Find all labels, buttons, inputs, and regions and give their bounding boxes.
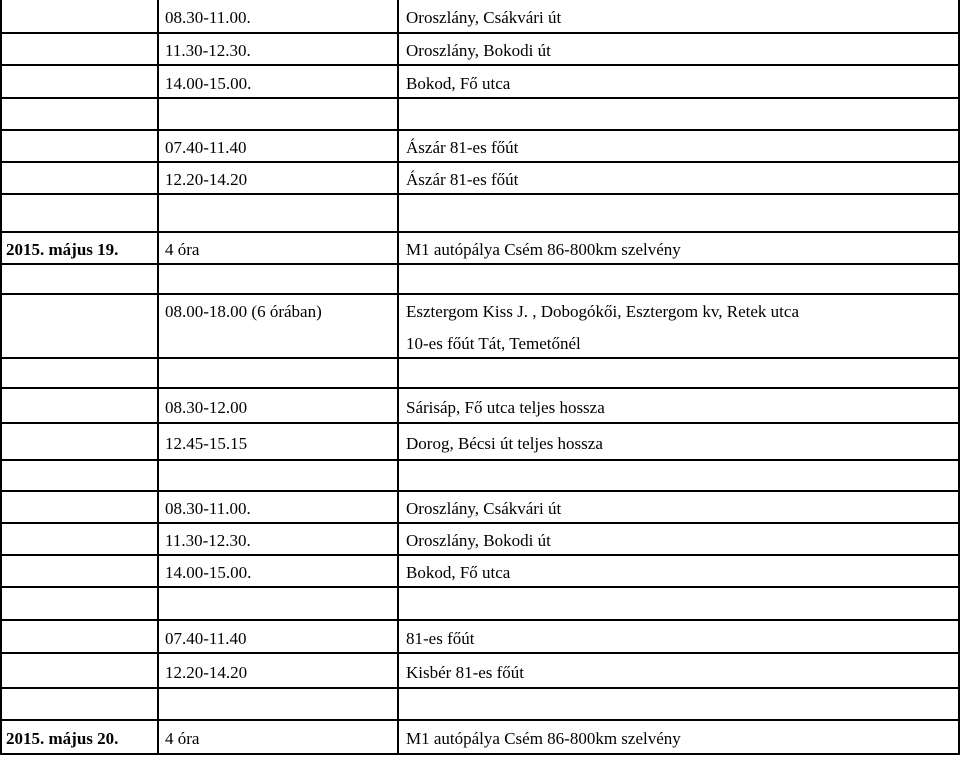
row-divider bbox=[0, 64, 960, 66]
row-divider bbox=[0, 522, 960, 524]
time-cell: 4 óra bbox=[165, 729, 200, 748]
time-cell: 08.30-11.00. bbox=[165, 499, 251, 518]
date-cell: 2015. május 20. bbox=[6, 729, 119, 748]
time-cell: 14.00-15.00. bbox=[165, 74, 252, 93]
time-cell: 11.30-12.30. bbox=[165, 41, 251, 60]
location-cell: Esztergom Kiss J. , Dobogókői, Esztergom kv, Retek utca bbox=[406, 302, 799, 321]
row-divider bbox=[0, 193, 960, 195]
row-divider bbox=[0, 387, 960, 389]
location-cell: Oroszlány, Bokodi út bbox=[406, 531, 551, 550]
table-border-left bbox=[0, 0, 2, 753]
column-divider-date bbox=[157, 0, 159, 753]
row-divider bbox=[0, 753, 960, 755]
date-cell: 2015. május 19. bbox=[6, 240, 119, 259]
location-cell: Oroszlány, Csákvári út bbox=[406, 8, 562, 27]
location-cell: Bokod, Fő utca bbox=[406, 74, 511, 93]
row-divider bbox=[0, 490, 960, 492]
row-divider bbox=[0, 161, 960, 163]
time-cell: 08.30-11.00. bbox=[165, 8, 251, 27]
location-cell: Dorog, Bécsi út teljes hossza bbox=[406, 434, 603, 453]
row-divider bbox=[0, 97, 960, 99]
location-cell: Oroszlány, Csákvári út bbox=[406, 499, 562, 518]
time-cell: 12.20-14.20 bbox=[165, 170, 248, 189]
time-cell: 07.40-11.40 bbox=[165, 629, 247, 648]
location-cell: Ászár 81-es főút bbox=[406, 138, 519, 157]
row-divider bbox=[0, 687, 960, 689]
row-divider bbox=[0, 652, 960, 654]
time-cell: 11.30-12.30. bbox=[165, 531, 251, 550]
time-cell: 12.45-15.15 bbox=[165, 434, 248, 453]
row-divider bbox=[0, 719, 960, 721]
row-divider bbox=[0, 422, 960, 424]
location-cell: Bokod, Fő utca bbox=[406, 563, 511, 582]
time-cell: 08.30-12.00 bbox=[165, 398, 248, 417]
time-cell: 4 óra bbox=[165, 240, 200, 259]
row-divider bbox=[0, 357, 960, 359]
row-divider bbox=[0, 586, 960, 588]
time-cell: 07.40-11.40 bbox=[165, 138, 247, 157]
row-divider bbox=[0, 129, 960, 131]
row-divider bbox=[0, 263, 960, 265]
time-cell: 08.00-18.00 (6 órában) bbox=[165, 302, 322, 321]
row-divider bbox=[0, 554, 960, 556]
row-divider bbox=[0, 459, 960, 461]
row-divider bbox=[0, 231, 960, 233]
location-cell: M1 autópálya Csém 86-800km szelvény bbox=[406, 240, 681, 259]
time-cell: 14.00-15.00. bbox=[165, 563, 252, 582]
row-divider bbox=[0, 619, 960, 621]
location-cell: Kisbér 81-es főút bbox=[406, 663, 525, 682]
column-divider-time bbox=[397, 0, 399, 753]
row-divider bbox=[0, 293, 960, 295]
location-cell: 81-es főút bbox=[406, 629, 475, 648]
location-cell: M1 autópálya Csém 86-800km szelvény bbox=[406, 729, 681, 748]
location-cell: Oroszlány, Bokodi út bbox=[406, 41, 551, 60]
location-cell: Ászár 81-es főút bbox=[406, 170, 519, 189]
row-divider bbox=[0, 32, 960, 34]
location-cell: Sárisáp, Fő utca teljes hossza bbox=[406, 398, 605, 417]
time-cell: 12.20-14.20 bbox=[165, 663, 248, 682]
location-cell: 10-es főút Tát, Temetőnél bbox=[406, 334, 581, 353]
